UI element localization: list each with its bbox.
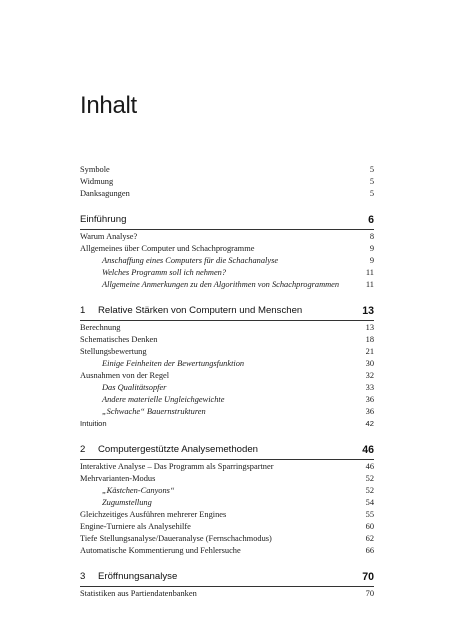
- toc-entry-label: Widmung: [80, 177, 114, 186]
- toc-entry-page: 60: [365, 522, 374, 531]
- toc-entry: [80, 521, 374, 533]
- toc-subentry: [80, 406, 374, 418]
- toc-entry-page: 32: [365, 371, 374, 380]
- toc-entry: [80, 322, 374, 334]
- toc-entry: [80, 473, 374, 485]
- toc-subentry-page: 36: [365, 395, 374, 404]
- toc-subentry-label: Andere materielle Ungleichgewichte: [102, 395, 225, 404]
- toc-subentry-label: Welches Programm soll ich nehmen?: [102, 268, 227, 277]
- toc-subentry: [80, 497, 374, 509]
- toc-entry-page: 70: [365, 589, 374, 598]
- chapter-rule: [80, 229, 374, 230]
- toc-entry-page: 52: [365, 474, 374, 483]
- toc-subentry-page: 30: [365, 359, 374, 368]
- chapter-page: 70: [362, 571, 374, 583]
- toc-entry-page: 9: [369, 244, 374, 253]
- toc-subentry: [80, 267, 374, 279]
- table-of-contents: [80, 164, 374, 600]
- toc-entry-label: Statistiken aus Partiendatenbanken: [80, 589, 197, 598]
- page-title: Inhalt: [80, 92, 137, 119]
- toc-entry-label: Allgemeines über Computer und Schachprogramme: [80, 244, 255, 253]
- toc-subentry-page: 54: [365, 498, 374, 507]
- toc-entry-page: 42: [365, 419, 374, 428]
- toc-subentry: [80, 382, 374, 394]
- toc-subentry: [80, 358, 374, 370]
- toc-subentry-label: Anschaffung eines Computers für die Schachanalyse: [102, 256, 279, 265]
- toc-entry-label: Danksagungen: [80, 189, 130, 198]
- chapter-page: 13: [362, 305, 374, 317]
- toc-entry-page: 8: [369, 232, 374, 241]
- toc-entry-page: 62: [365, 534, 374, 543]
- toc-subentry-page: 52: [365, 486, 374, 495]
- chapter-number: 3: [80, 571, 86, 582]
- toc-entry-page: 66: [365, 546, 374, 555]
- toc-entry: [80, 334, 374, 346]
- toc-entry-page: 5: [369, 189, 374, 198]
- toc-entry-label: Berechnung: [80, 323, 121, 332]
- toc-entry: [80, 545, 374, 557]
- chapter-heading: [80, 443, 374, 457]
- toc-entry-label: Stellungsbewertung: [80, 347, 147, 356]
- toc-subentry-page: 11: [365, 280, 374, 289]
- toc-entry-label: Symbole: [80, 165, 110, 174]
- toc-entry-label: Schematisches Denken: [80, 335, 158, 344]
- toc-entry: [80, 188, 374, 200]
- toc-entry-page: 5: [369, 165, 374, 174]
- toc-entry-label: Gleichzeitiges Ausführen mehrerer Engines: [80, 510, 227, 519]
- toc-entry-label: Automatische Kommentierung und Fehlersuche: [80, 546, 241, 555]
- toc-entry-label: Warum Analyse?: [80, 232, 138, 241]
- chapter-title: Einführung: [80, 214, 127, 225]
- toc-entry: [80, 370, 374, 382]
- chapter-title: Computergestützte Analysemethoden: [98, 444, 258, 455]
- toc-subentry-label: „Kästchen-Canyons“: [102, 486, 175, 495]
- toc-subentry-page: 9: [369, 256, 374, 265]
- toc-entry: [80, 231, 374, 243]
- chapter-number: 1: [80, 305, 86, 316]
- chapter-page: 46: [362, 444, 374, 456]
- toc-subentry-label: Zugumstellung: [102, 498, 152, 507]
- toc-subentry-label: „Schwache“ Bauernstrukturen: [102, 407, 206, 416]
- toc-subentry-page: 11: [365, 268, 374, 277]
- toc-subentry: [80, 279, 374, 291]
- toc-entry: [80, 346, 374, 358]
- toc-entry-label: Intuition: [80, 419, 107, 428]
- toc-subentry-label: Das Qualitätsopfer: [102, 383, 167, 392]
- toc-subentry: [80, 394, 374, 406]
- toc-entry: [80, 533, 374, 545]
- toc-entry: [80, 176, 374, 188]
- toc-entry-label: Tiefe Stellungsanalyse/Daueranalyse (Fernschachmodus): [80, 534, 272, 543]
- toc-subentry-label: Allgemeine Anmerkungen zu den Algorithmen von Schachprogrammen: [102, 280, 340, 289]
- chapter-heading: [80, 570, 374, 584]
- toc-entry: [80, 164, 374, 176]
- toc-subentry-page: 33: [365, 383, 374, 392]
- toc-subentry: [80, 485, 374, 497]
- toc-entry: [80, 588, 374, 600]
- chapter-rule: [80, 459, 374, 460]
- toc-entry-label: Engine-Turniere als Analysehilfe: [80, 522, 191, 531]
- toc-entry: [80, 461, 374, 473]
- chapter-rule: [80, 586, 374, 587]
- toc-entry-label: Mehrvarianten-Modus: [80, 474, 156, 483]
- toc-entry: [80, 509, 374, 521]
- toc-entry-page: 55: [365, 510, 374, 519]
- chapter-number: 2: [80, 444, 86, 455]
- toc-subentry: [80, 255, 374, 267]
- toc-subentry-label: Einige Feinheiten der Bewertungsfunktion: [102, 359, 245, 368]
- toc-subentry-page: 36: [365, 407, 374, 416]
- toc-entry: [80, 418, 374, 430]
- chapter-page: 6: [368, 214, 374, 226]
- chapter-heading: [80, 213, 374, 227]
- toc-entry-page: 5: [369, 177, 374, 186]
- chapter-rule: [80, 320, 374, 321]
- toc-entry-label: Interaktive Analyse – Das Programm als Sparringspartner: [80, 462, 274, 471]
- chapter-title: Relative Stärken von Computern und Menschen: [98, 305, 303, 316]
- toc-entry-label: Ausnahmen von der Regel: [80, 371, 170, 380]
- toc-entry-page: 46: [365, 462, 374, 471]
- toc-entry: [80, 243, 374, 255]
- chapter-heading: [80, 304, 374, 318]
- toc-entry-page: 21: [365, 347, 374, 356]
- chapter-title: Eröffnungsanalyse: [98, 571, 178, 582]
- toc-entry-page: 13: [365, 323, 374, 332]
- toc-entry-page: 18: [365, 335, 374, 344]
